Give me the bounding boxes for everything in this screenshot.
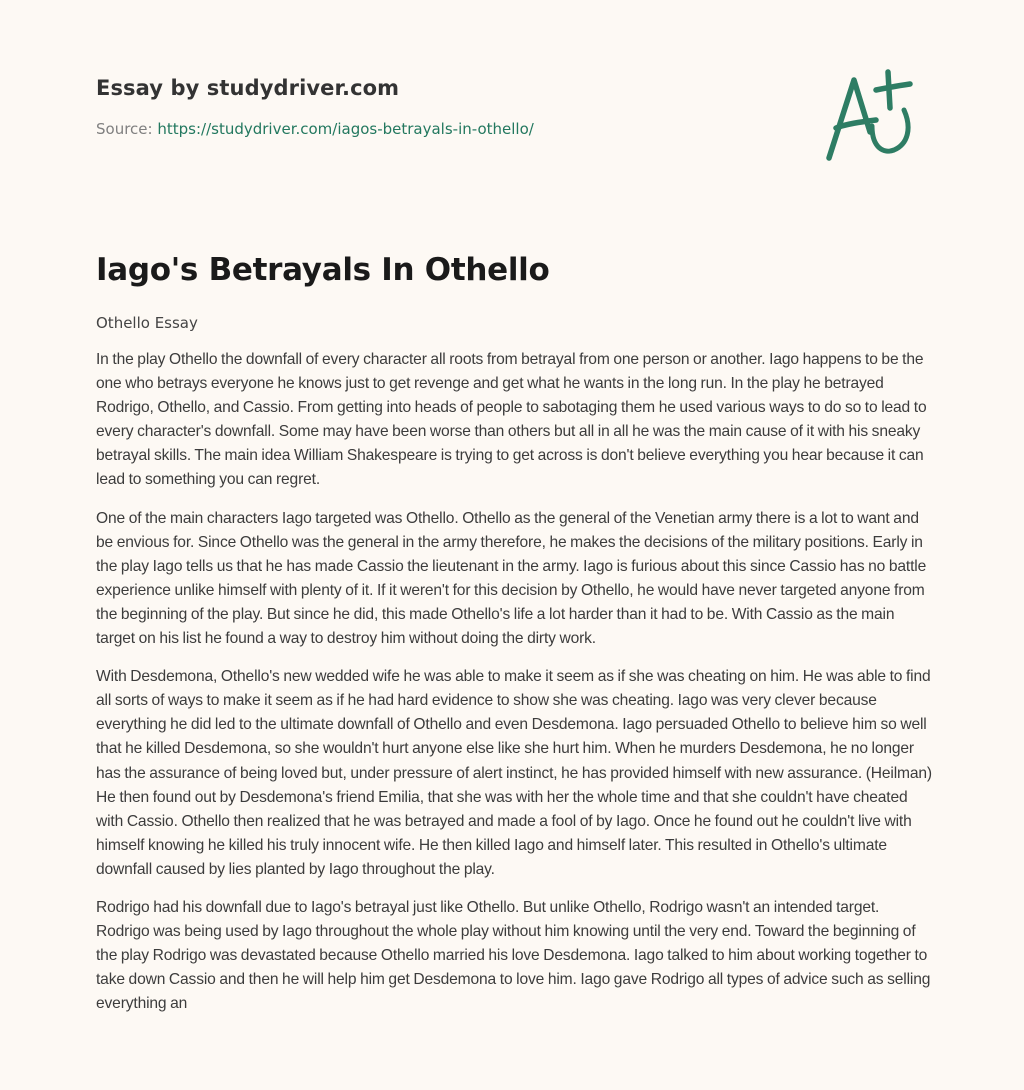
essay-category: Othello Essay (96, 314, 198, 332)
essay-paragraph: With Desdemona, Othello's new wedded wife he was able to make it seem as if she was cheating on him. He was able to find all sorts of ways to make it seem as if he had hard evidence to show she was cheating. Iago was very clever because everything he did led to the ultimate downfall of Othello and even Desdemona. Iago persuaded Othello to believe him so well that he killed Desdemona, so she wouldn't hurt anyone else like she hurt him. When he murders Desdemona, he no longer has the assurance of being loved but, under pressure of alert instinct, he has provided himself with new assurance. (Heilman) He then found out by Desdemona's friend Emilia, that she was with her the whole time and that she couldn't have cheated with Cassio. Othello then realized that he was betrayed and made a fool of by Iago. Once he found out he couldn't live with himself knowing he killed his truly innocent wife. He then killed Iago and himself later. This resulted in Othello's ultimate downfall caused by lies planted by Iago throughout the play. (96, 668, 932, 878)
source-label: Source: (96, 120, 153, 138)
page-header (96, 76, 796, 138)
essay-title: Iago's Betrayals In Othello (96, 252, 550, 288)
essay-paragraph: In the play Othello the downfall of every character all roots from betrayal from one person or another. Iago happens to be the one who betrays everyone he knows just to get revenge and get what he wants in the long run. In the play he betrayed Rodrigo, Othello, and Cassio. From getting into heads of people to sabotaging them he used various ways to do so to lead to every character's downfall. Some may have been worse than others but all in all he was the main cause of it with his sneaky betrayal skills. The main idea William Shakespeare is trying to get across is don't believe everything you hear because it can lead to something you can regret. (96, 351, 927, 489)
source-link[interactable]: https://studydriver.com/iagos-betrayals-in-othello/ (157, 120, 534, 138)
essay-paragraph: One of the main characters Iago targeted was Othello. Othello as the general of the Venetian army there is a lot to want and be envious for. Since Othello was the general in the army therefore, he makes the decisions of the military positions. Early in the play Iago tells us that he has made Cassio the lieutenant in the army. Iago is furious about this since Cassio has no battle experience unlike himself with plenty of it. If it weren't for this decision by Othello, he would have never targeted anyone from the beginning of the play. But since he did, this made Othello's life a lot harder than it had to be. With Cassio as the main target on his list he found a way to destroy him without doing the dirty work. (96, 509, 927, 648)
a-plus-grade-icon (820, 66, 930, 166)
source-line (96, 120, 796, 138)
essay-content (96, 252, 932, 1016)
site-title: Essay by studydriver.com (96, 76, 400, 100)
essay-paragraph: Rodrigo had his downfall due to Iago's betrayal just like Othello. But unlike Othello, Rodrigo wasn't an intended target. Rodrigo was being used by Iago throughout the whole play without him knowing until the very end. Toward the beginning of the play Rodrigo was devastated because Othello married his love Desdemona. Iago talked to him about working together to take down Cassio and then he will help him get Desdemona to love him. Iago gave Rodrigo all types of advice such as selling everything an (96, 898, 931, 1013)
